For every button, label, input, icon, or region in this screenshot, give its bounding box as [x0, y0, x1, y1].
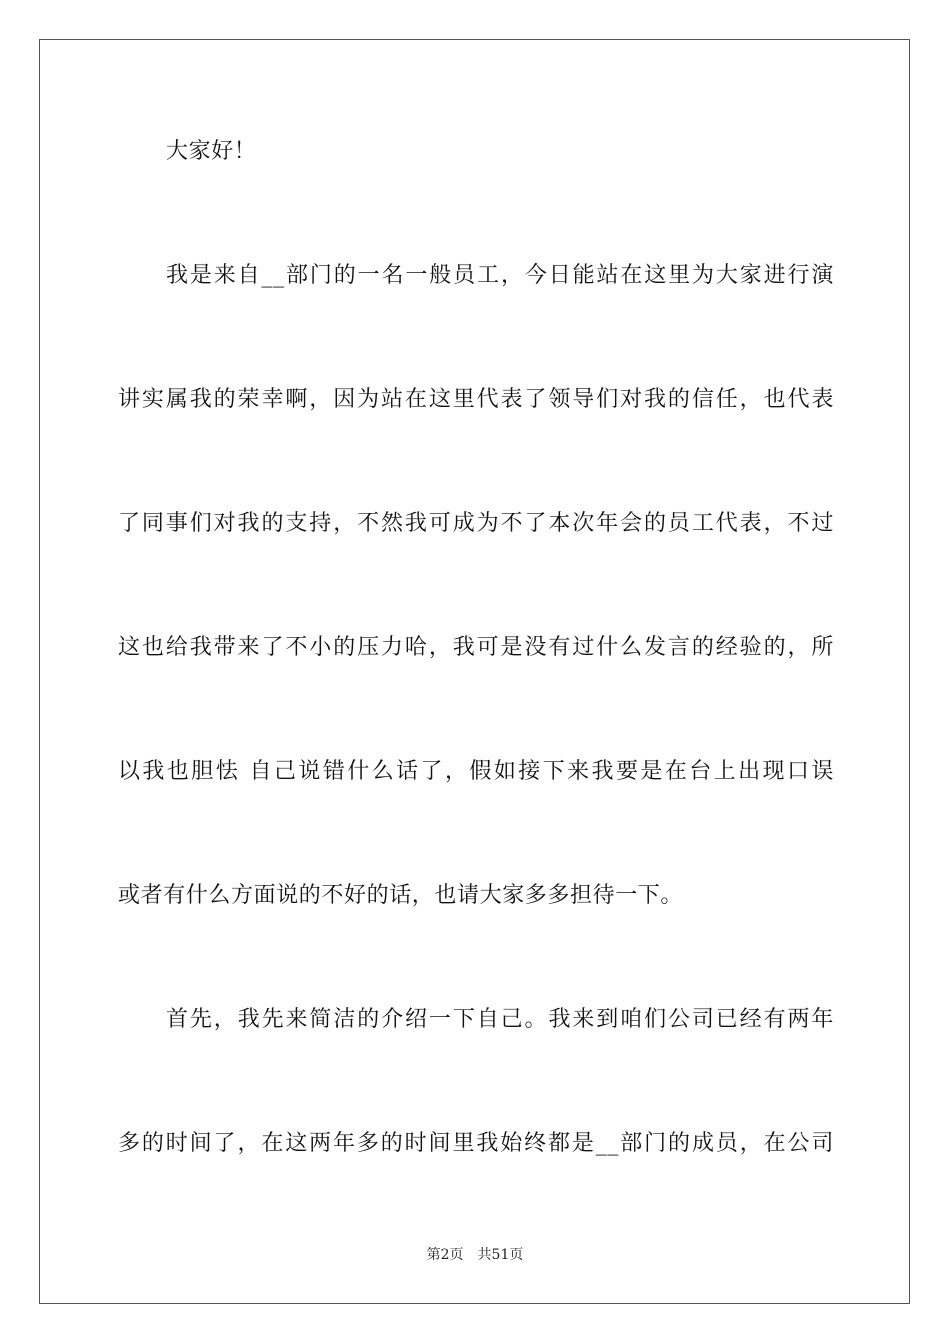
page-footer [0, 1245, 950, 1265]
paragraph-line: 首先，我先来简洁的介绍一下自己。我来到咱们公司已经有两年 [166, 1007, 834, 1032]
total-pages: 共51页 [477, 1247, 524, 1263]
paragraph-line: 讲实属我的荣幸啊，因为站在这里代表了领导们对我的信任，也代表 [118, 387, 834, 412]
paragraph-line: 多的时间了，在这两年多的时间里我始终都是__部门的成员，在公司 [118, 1131, 834, 1156]
paragraph-line: 这也给我带来了不小的压力哈，我可是没有过什么发言的经验的，所 [118, 635, 834, 660]
paragraph-line: 或者有什么方面说的不好的话，也请大家多多担待一下。 [118, 883, 684, 908]
paragraph-line: 了同事们对我的支持，不然我可成为不了本次年会的员工代表，不过 [118, 511, 834, 536]
paragraph-line: 我是来自__部门的一名一般员工，今日能站在这里为大家进行演 [166, 263, 834, 288]
paragraph-line: 以我也胆怯 自己说错什么话了，假如接下来我要是在台上出现口误 [118, 759, 834, 784]
page-number: 第2页 [426, 1247, 464, 1263]
page-frame [39, 39, 910, 1304]
greeting-line: 大家好！ [166, 139, 257, 164]
